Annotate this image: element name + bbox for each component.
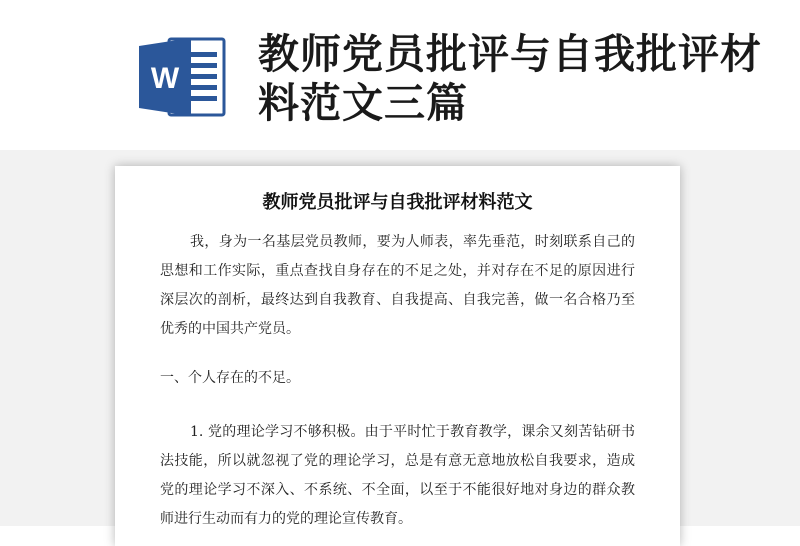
section-heading: 一、个人存在的不足。 xyxy=(160,370,300,386)
paragraph-intro: 我，身为一名基层党员教师，要为人师表，率先垂范，时刻联系自己的思想和工作实际，重点查找自身存在的不足之处，并对存在不足的原因进行深层次的剖析，最终达到自我教育、自我提高、自我完善，做一名合格乃至优秀的中国共产党员。 xyxy=(160,234,635,337)
header-banner xyxy=(0,0,800,150)
page-heading: 教师党员批评与自我批评材料范文 xyxy=(262,192,533,213)
document-title: 教师党员批评与自我批评材料范文三篇 xyxy=(258,30,762,127)
logo-letter: W xyxy=(150,62,180,95)
document-page xyxy=(115,166,680,546)
word-document-icon xyxy=(139,36,227,118)
paragraph-point-1: 1. 党的理论学习不够积极。由于平时忙于教育教学，课余又刻苦钻研书法技能，所以就忽视了党的理论学习，总是有意无意地放松自我要求，造成党的理论学习不深入、不系统、不全面，以至于不能很好地对身边的群众教师进行生动而有力的党的理论宣传教育。 xyxy=(160,424,635,527)
